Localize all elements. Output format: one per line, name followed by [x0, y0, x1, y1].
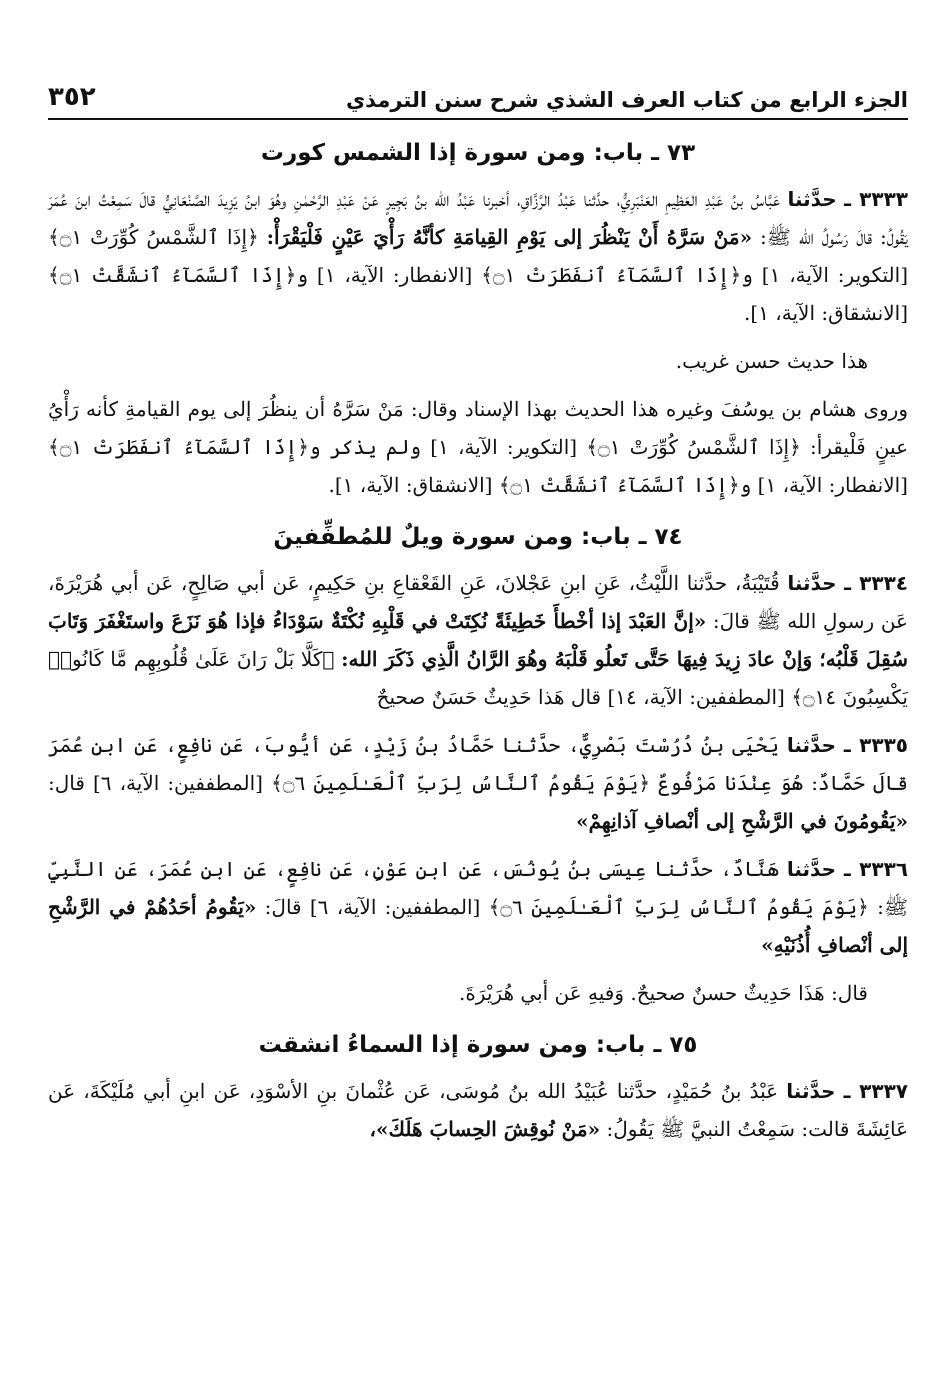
hadith-number: ٣٣٣٥ ـ	[843, 733, 908, 757]
narration-word: حدَّثنا	[786, 1079, 836, 1103]
chapter-75	[48, 1032, 908, 1148]
hadith-number: ٣٣٣٦ ـ	[843, 857, 908, 881]
narration-word: حدَّثنا	[786, 733, 837, 757]
running-header-title: الجزء الرابع من كتاب العرف الشذي شرح سنن الترمذي	[345, 88, 908, 112]
matn-text: «مَنْ سَرَّهُ أَنْ يَنْظُرَ إلى يَوْمِ القِيامَةِ كأنَّهُ رَأْيَ عَيْنٍ فَلْيَقْرَأْ:	[266, 225, 753, 249]
hadith-3336	[48, 850, 908, 964]
running-header	[48, 70, 908, 120]
hadith-number: ٣٣٣٣ ـ	[844, 187, 908, 211]
hadith-number: ٣٣٣٤ ـ	[844, 571, 908, 595]
quran-references: ﴿إِذَا ٱلشَّمْسُ كُوِّرَتْ ۝١﴾ [التكوير: الآية، ١] و﴿إِذَا ٱلسَّمَآءُ ٱنفَطَرَتْ ۝١﴾ [الانفطار: الآية، ١] و﴿إِذَا ٱلسَّمَآءُ ٱنشَقَّتْ ۝١﴾ [الانشقاق: الآية، ١].	[48, 225, 909, 325]
matn-text: «إنَّ العَبْدَ إذا أخْطأَ خَطِيئَةً نُكِتَتْ في قَلْبِهِ نُكْتَةٌ سَوْدَاءُ فإذا هُوَ نَزَعَ واستَغْفَرَ وَتَابَ سُقِلَ قَلْبُه؛ وَإنْ عادَ زِيدَ فِيهَا حَتَّى تَعلُو قَلْبَهُ وهُوَ الرَّانُ الَّذِي ذَكَرَ الله:	[48, 609, 909, 671]
commentary-paragraph: وروى هشام بن يوسُفَ وغيره هذا الحديث بهذا الإسناد وقال: مَنْ سَرَّهُ أن ينظُرَ إلى يوم القيامةِ كأنه رَأْيُ عينٍ فَلْيقرأ: ﴿إِذَا ٱلشَّمْسُ كُوِّرَتْ ۝١﴾ [التكوير: الآية، ١] ولم يذكر و﴿إِذَا ٱلسَّمَآءُ ٱنفَطَرَتْ ۝١﴾ [الانفطار: الآية، ١] و﴿إِذَا ٱلسَّمَآءُ ٱنشَقَّتْ ۝١﴾ [الانشقاق: الآية، ١].	[48, 397, 909, 497]
page-number: ٣٥٢	[48, 82, 96, 112]
matn-text: «مَنْ نُوقِشَ الحِسابَ هَلَكَ»،	[369, 1117, 601, 1141]
isnad-text: هَنَّادٌ، حدَّثنا عِيسَى بنُ يُونُسَ، عَن ابنِ عَوْنٍ، عَن نافِعٍ، عَن ابنِ عُمَرَ، عَن النَّبِيِّ ﷺ: ﴿يَوْمَ يَقُومُ ٱلنَّاسُ لِرَبِّ ٱلْعَـٰلَمِينَ ۝٦﴾ [المطففين: الآية، ٦] قالَ:	[48, 857, 909, 919]
chapter-heading: ٧٥ ـ باب: ومن سورة إذا السماءُ انشقت	[258, 1032, 698, 1058]
chapter-74	[48, 524, 908, 1012]
hadith-3335	[48, 726, 908, 840]
hadith-number: ٣٣٣٧ ـ	[843, 1079, 908, 1103]
commentary-paragraph: قال: هَذَا حَدِيثٌ حسنٌ صحيحٌ. وَفيهِ عَن أبي هُرَيْرَةَ.	[458, 981, 868, 1005]
chapter-73	[48, 140, 908, 504]
book-page	[48, 70, 908, 1158]
quran-references: ﴿كَلَّا بَلْ رَانَ عَلَىٰ قُلُوبِهِم مَّا كَانُوا۟ يَكْسِبُونَ ۝١٤﴾ [المطففين: الآية، ١٤] قال هَذا حَدِيثٌ حَسَنٌ صحيحٌ	[48, 647, 908, 709]
matn-text: «يَقُومُونَ في الرَّشْحِ إلى أنْصافِ آذانِهِمْ»	[576, 809, 908, 833]
commentary-paragraph: هذا حديث حسن غريب.	[675, 349, 868, 373]
chapter-heading: ٧٤ ـ باب: ومن سورة ويلٌ للمُطفِّفينَ	[273, 524, 683, 550]
hadith-3337	[48, 1072, 908, 1148]
isnad-text: عَبْدُ بنُ حُمَيْدٍ، حدَّثنا عُبَيْدُ الله بنُ مُوسَى، عَن عُثْمانَ بنِ الأسْوَدِ، عَن ابنِ أبي مُلَيْكَةَ، عَن عَائِشَةَ قالت: سَمِعْتُ النبيَّ ﷺ يَقُولُ:	[48, 1079, 908, 1141]
isnad-text: عَبَّاسُ بنُ عَبْدِ العَظِيمِ العَنْبَرِيُّ، حدَّثنا عَبْدُ الرَّزَّاقِ، أخبرنا عَبْدُ الله بنُ بَجِيرٍ عَنْ عَبْدِ الرَّحْمٰنِ وهُوَ ابنُ يَزِيدَ الصَّنْعَانِيُّ قالَ سَمِعْتُ ابنَ عُمَرَ يَقُولُ: قالَ رَسُولُ الله ﷺ:	[48, 187, 908, 249]
hadith-3334	[48, 564, 908, 716]
narration-word: حدَّثنا	[787, 187, 837, 211]
isnad-text: قُتَيْبَةُ، حدَّثنا اللَّيْثُ، عَنِ ابنِ عَجْلانَ، عَنِ القَعْقاعِ بنِ حَكِيمٍ، عَن أبي صَالِحٍ، عَن أبي هُرَيْرَةَ، عَن رسولِ الله ﷺ قالَ:	[48, 571, 908, 633]
matn-text: «يَقُومُ أحَدُهُمْ في الرَّشْحِ إلى أنْصافِ أُذُنَيْهِ»	[48, 895, 908, 957]
hadith-3333	[48, 180, 908, 332]
narration-word: حدَّثنا	[787, 571, 837, 595]
narration-word: حدَّثنا	[786, 857, 837, 881]
chapter-heading: ٧٣ ـ باب: ومن سورة إذا الشمس كورت	[260, 140, 696, 166]
isnad-text: يَحْيَى بنُ دُرُسْتَ بَصْرِيٌّ، حدَّثنا حَمَّادُ بنُ زَيْدٍ، عَن أيُّوبَ، عَن نافِعٍ، عَن ابنِ عُمَرَ قالَ حَمَّادٌ: هُوَ عِنْدَنا مَرْفُوعٌ ﴿يَوْمَ يَقُومُ ٱلنَّاسُ لِرَبِّ ٱلْعَـٰلَمِينَ ۝٦﴾ [المطففين: الآية، ٦] قال:	[48, 733, 909, 795]
